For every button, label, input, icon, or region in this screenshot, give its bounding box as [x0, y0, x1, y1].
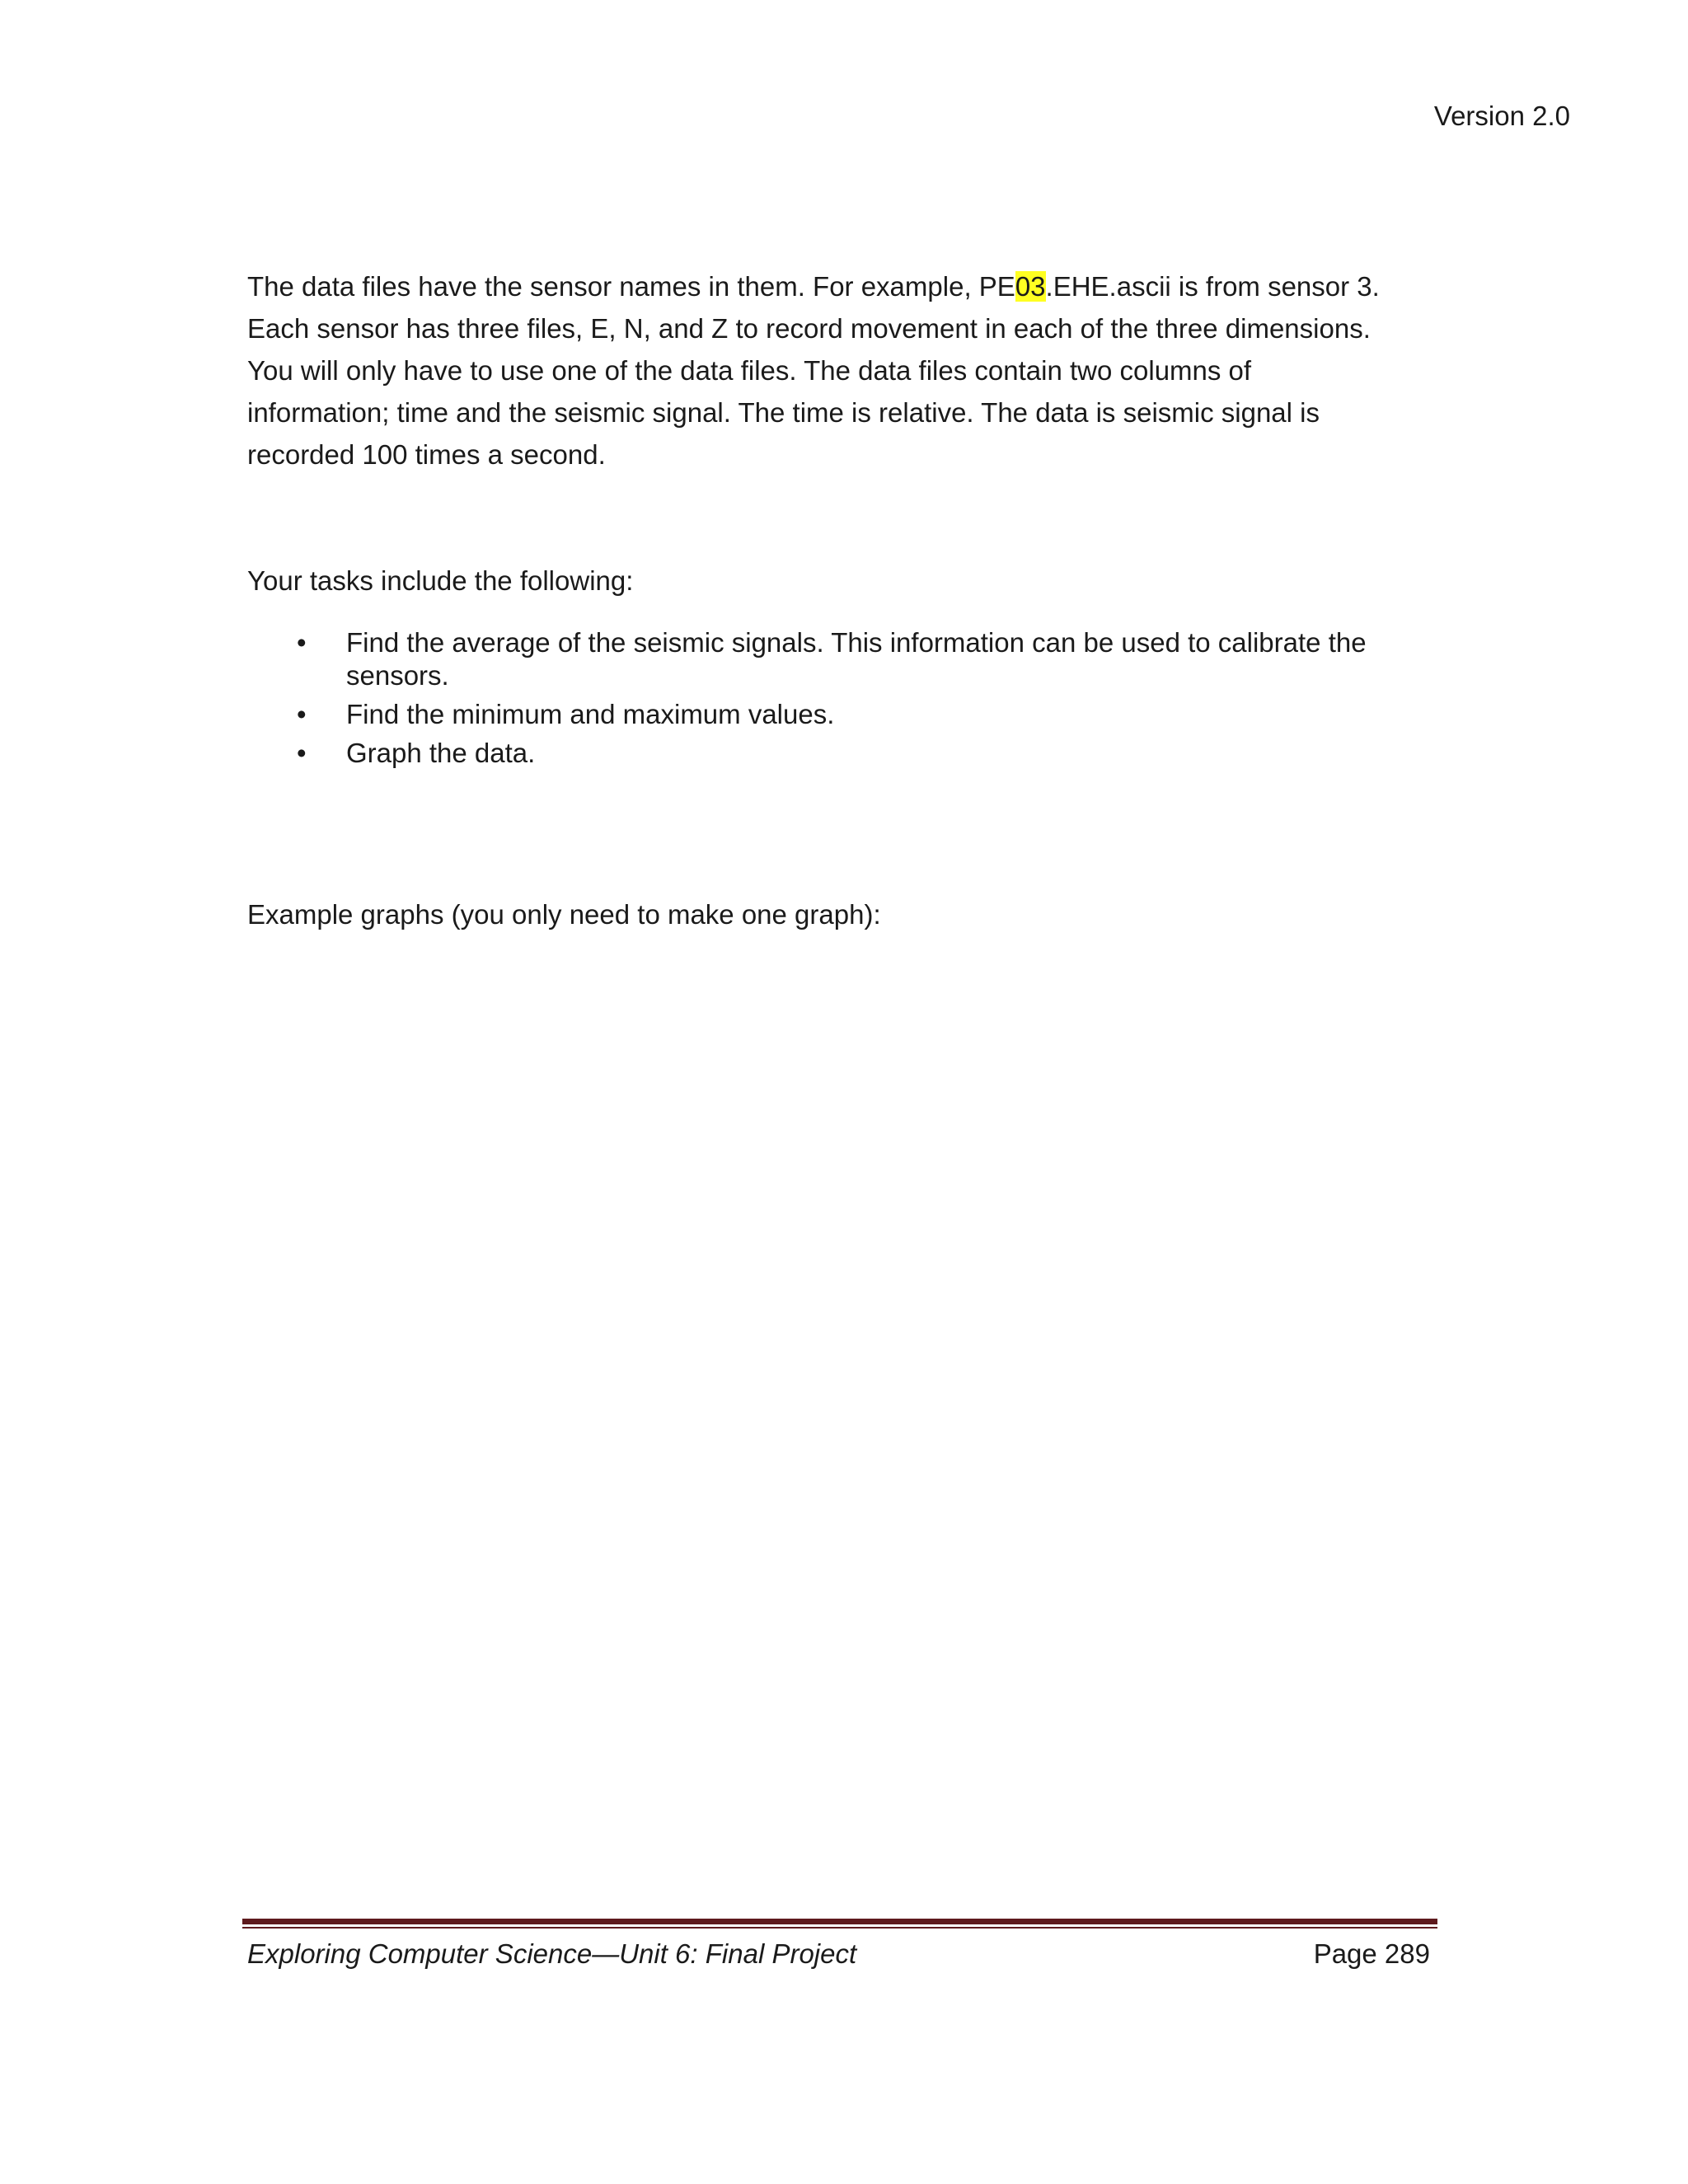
para-line-1-start: The data files have the sensor names in them. For example, PE [247, 271, 1015, 302]
para-line-4: information; time and the seismic signal. The time is relative. The data is seismic signal is [247, 397, 1320, 428]
para-line-2: Each sensor has three files, E, N, and Z to record movement in each of the three dimensions. [247, 313, 1371, 344]
list-item [247, 626, 1434, 692]
task-text: Find the minimum and maximum values. [346, 699, 835, 729]
para-line-1-end: .EHE.ascii is from sensor 3. [1045, 271, 1380, 302]
footer-divider-thin [242, 1927, 1437, 1929]
task-text: Find the average of the seismic signals. This information can be used to calibrate the sensors. [346, 627, 1367, 691]
page-content [247, 265, 1434, 935]
footer-course-title: Exploring Computer Science—Unit 6: Final Project [247, 1938, 857, 1969]
bullet-icon: • [297, 699, 307, 729]
task-list [247, 626, 1434, 770]
highlighted-sensor-number: 03 [1015, 271, 1046, 302]
footer-divider [242, 1919, 1437, 1924]
tasks-intro: Your tasks include the following: [247, 565, 634, 596]
example-graphs-intro: Example graphs (you only need to make one graph): [247, 899, 881, 930]
para-line-1 [247, 265, 1434, 307]
bullet-icon: • [297, 627, 307, 658]
list-item [247, 698, 1434, 731]
page-number: Page 289 [1313, 1938, 1430, 1969]
para-line-3: You will only have to use one of the data files. The data files contain two columns of [247, 355, 1252, 386]
bullet-icon: • [297, 738, 307, 768]
task-text: Graph the data. [346, 738, 536, 768]
list-item [247, 737, 1434, 770]
sensor-description-paragraph [247, 265, 1434, 476]
para-line-5: recorded 100 times a second. [247, 439, 606, 470]
version-label: Version 2.0 [1433, 101, 1570, 131]
